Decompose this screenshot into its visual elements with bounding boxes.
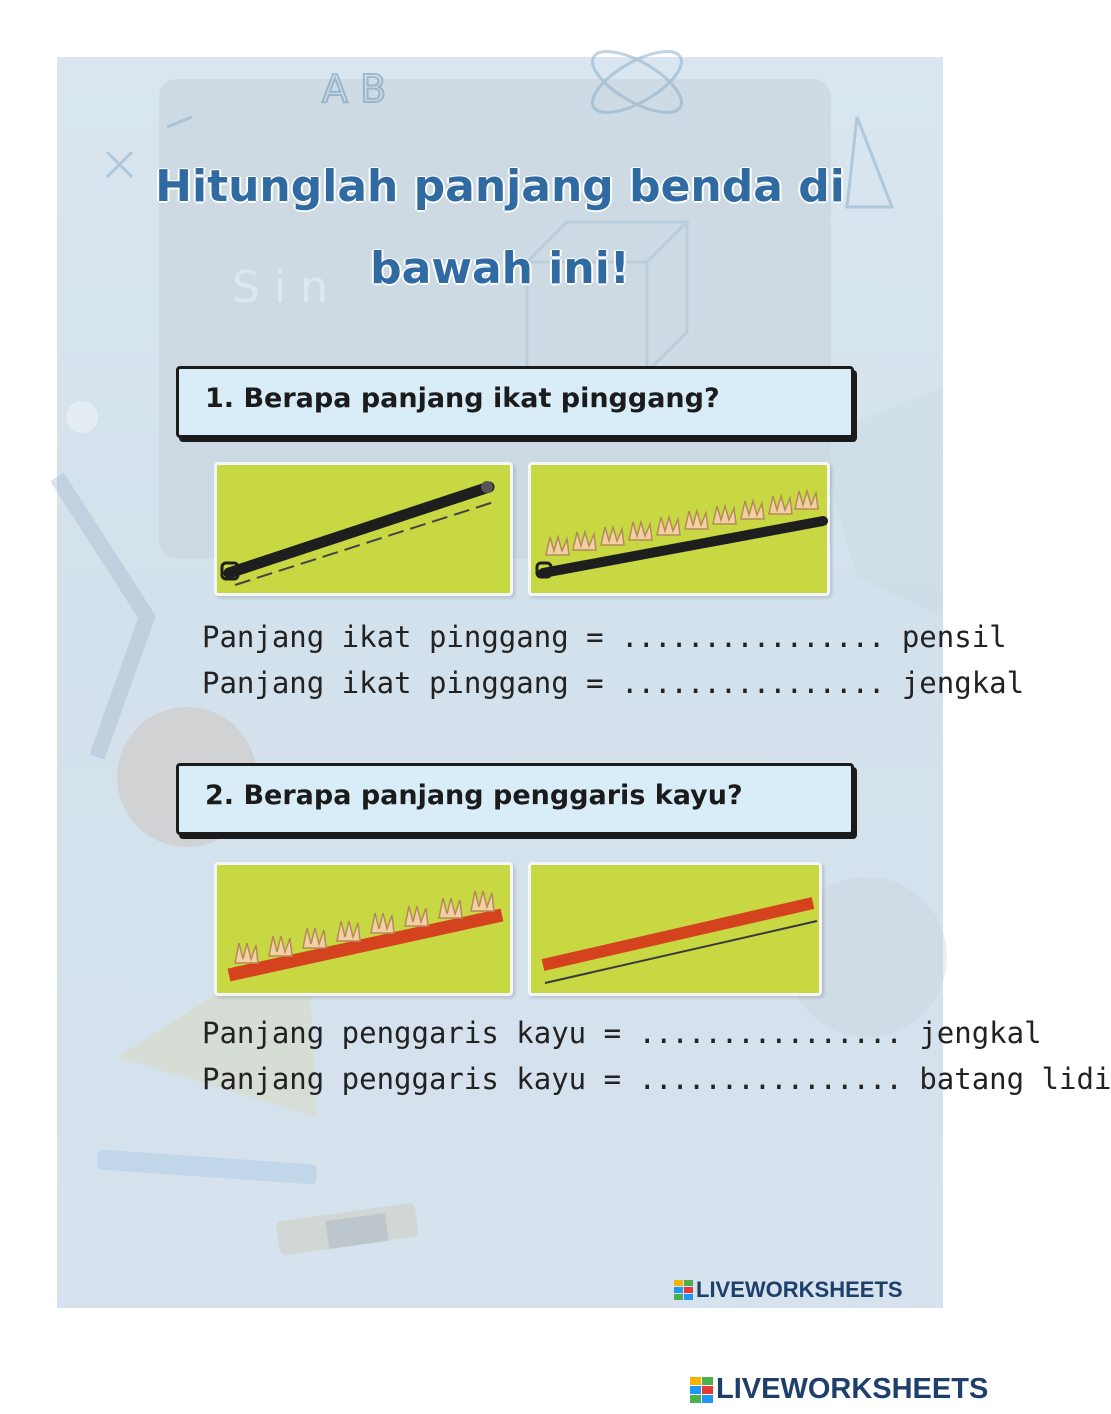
answer-1-2-blank[interactable]: ................ [621,666,885,700]
question-2-box [176,763,854,835]
answer-line-1-2 [202,666,1025,700]
liveworksheets-logo-inner [674,1277,903,1303]
ruler-hand-span-image [214,862,513,996]
liveworksheets-outer-text: LIVEWORKSHEETS [716,1373,989,1405]
worksheet-page [57,57,1111,1308]
question-1-box [176,366,854,438]
answer-2-2-unit: batang lidi [901,1062,1111,1096]
answer-line-2-1 [202,1016,1042,1050]
liveworksheets-icon [690,1377,713,1403]
belt-hand-span-image [528,462,830,596]
answer-1-2-unit: jengkal [884,666,1025,700]
answer-1-1-unit: pensil [884,620,1007,654]
answer-1-2-prefix: Panjang ikat pinggang = [202,666,622,700]
liveworksheets-inner-text: LIVEWORKSHEETS [696,1277,903,1302]
answer-2-1-blank[interactable]: ................ [638,1016,902,1050]
answer-line-2-2 [202,1062,1111,1096]
answer-2-2-blank[interactable]: ................ [638,1062,902,1096]
answer-2-1-prefix: Panjang penggaris kayu = [202,1016,639,1050]
question-2-label: 2. Berapa panjang penggaris kayu? [205,780,743,811]
worksheet-title-line-2: bawah ini! [370,243,630,294]
svg-text:A B: A B [322,67,387,111]
answer-1-1-blank[interactable]: ................ [621,620,885,654]
liveworksheets-icon [674,1280,693,1300]
answer-1-1-prefix: Panjang ikat pinggang = [202,620,622,654]
belt-pencil-image [214,462,513,596]
ruler-stick-image [528,862,822,996]
svg-text:S i n: S i n [232,262,329,313]
question-1-label: 1. Berapa panjang ikat pinggang? [205,383,720,414]
worksheet-title-line-1: Hitunglah panjang benda di [155,161,845,212]
answer-2-2-prefix: Panjang penggaris kayu = [202,1062,639,1096]
liveworksheets-logo-outer[interactable] [690,1373,988,1406]
answer-2-1-unit: jengkal [901,1016,1042,1050]
answer-line-1-1 [202,620,1007,654]
